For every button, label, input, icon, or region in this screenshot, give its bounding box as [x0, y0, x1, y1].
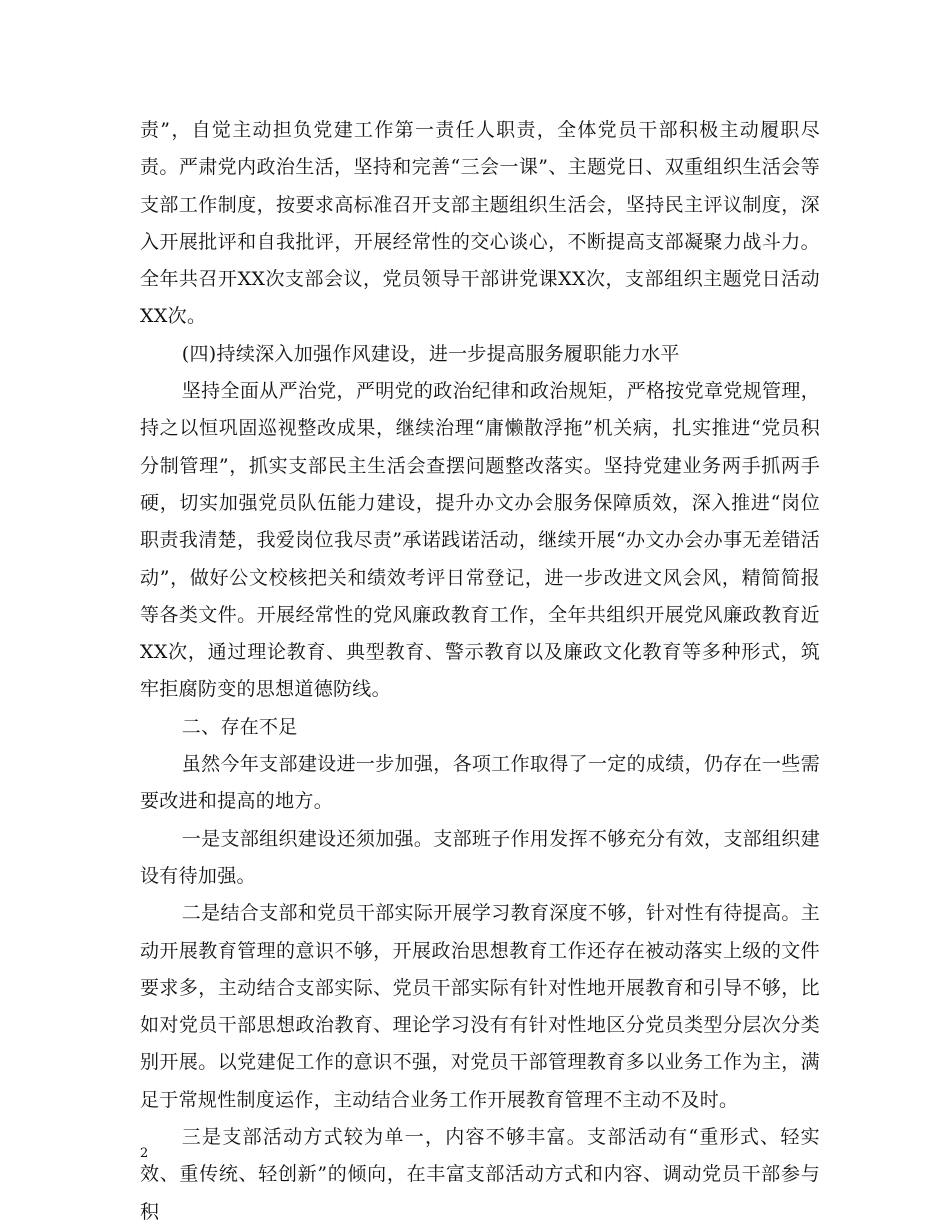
- section-heading-2: 二、存在不足: [181, 715, 298, 738]
- paragraph-6: 一是支部组织建设还须加强。支部班子作用发挥不够充分有效，支部组织建设有待加强。: [140, 827, 820, 887]
- page-number: 2: [140, 1146, 149, 1161]
- paragraph-7: 二是结合支部和党员干部实际开展学习教育深度不够，针对性有待提高。主动开展教育管理的意识不够，开展政治思想教育工作还存在被动落实上级的文件要求多，主动结合支部实际、党员干部实际有针对性地开展教育和引导不够，比如对党员干部思想政治教育、理论学习没有有针对性地区分党员类型分层次分类别开展。以党建促工作的意识不强，对党员干部管理教育多以业务工作为主，满足于常规性制度运作，主动结合业务工作开展教育管理不主动不及时。: [140, 902, 820, 1111]
- paragraph-8: 三是支部活动方式较为单一，内容不够丰富。支部活动有“重形式、轻实效、重传统、轻创新”的倾向，在丰富支部活动方式和内容、调动党员干部参与积: [140, 1126, 820, 1223]
- paragraph-3: 坚持全面从严治党，严明党的政治纪律和政治规矩，严格按党章党规管理，持之以恒巩固巡视整改成果，继续治理“庸懒散浮拖”机关病，扎实推进“党员积分制管理”，抓实支部民主生活会查摆问题整改落实。坚持党建业务两手抓两手硬，切实加强党员队伍能力建设，提升办文办会服务保障质效，深入推进“岗位职责我清楚，我爱岗位我尽责”承诺践诺活动，继续开展“办文办会办事无差错活动”，做好公文校核把关和绩效考评日常登记，进一步改进文风会风，精简简报等各类文件。开展经常性的党风廉政教育工作，全年共组织开展党风廉政教育近XX次，通过理论教育、典型教育、警示教育以及廉政文化教育等多种形式，筑牢拒腐防变的思想道德防线。: [140, 380, 820, 701]
- paragraph-5: 虽然今年支部建设进一步加强，各项工作取得了一定的成绩，仍存在一些需要改进和提高的地方。: [140, 753, 820, 813]
- section-heading-4: (四)持续深入加强作风建设，进一步提高服务履职能力水平: [181, 342, 680, 365]
- paragraph-1: 责”，自觉主动担负党建工作第一责任人职责，全体党员干部积极主动履职尽责。严肃党内政治生活，坚持和完善“三会一课”、主题党日、双重组织生活会等支部工作制度，按要求高标准召开支部主题组织生活会，坚持民主评议制度，深入开展批评和自我批评，开展经常性的交心谈心，不断提高支部凝聚力战斗力。全年共召开XX次支部会议，党员领导干部讲党课XX次，支部组织主题党日活动XX次。: [140, 119, 820, 328]
- document-body: [140, 112, 820, 1231]
